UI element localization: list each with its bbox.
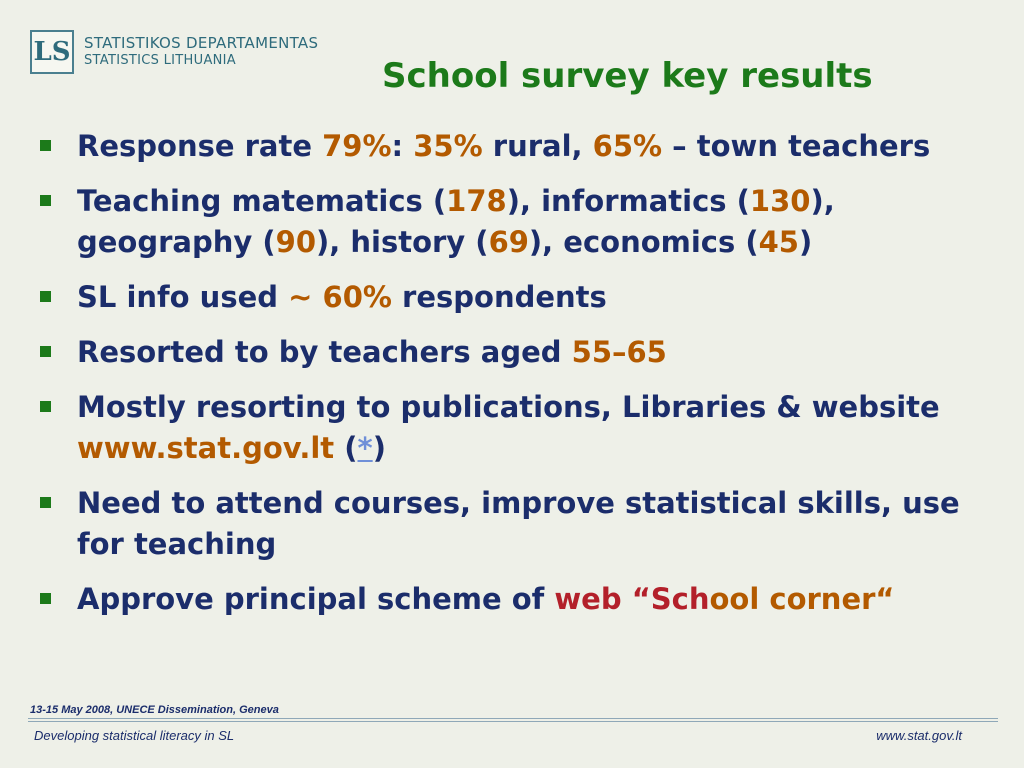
bullet-square-icon <box>40 195 51 206</box>
bullet-text-fragment: ( <box>334 431 358 465</box>
bullet-square-icon <box>40 497 51 508</box>
bullet-square-icon <box>40 140 51 151</box>
bullet-item <box>40 387 1000 469</box>
bullet-text <box>77 332 667 373</box>
bullet-item <box>40 483 1000 565</box>
highlight-text: 65% <box>592 129 663 163</box>
bullet-text-fragment: ) <box>372 431 386 465</box>
highlight-text: 178 <box>446 184 507 218</box>
highlight-text: 35% <box>413 129 483 163</box>
bullet-list <box>40 126 1000 634</box>
logo-line2: STATISTICS LITHUANIA <box>84 53 236 68</box>
footer-right-text: www.stat.gov.lt <box>876 728 962 743</box>
highlight-text: 90 <box>275 225 316 259</box>
highlight-text: ~ 60% <box>288 280 392 314</box>
bullet-text-fragment: Response rate <box>77 129 323 163</box>
bullet-text-fragment: ), informatics ( <box>506 184 750 218</box>
bullet-text-fragment: Need to attend courses, improve statistical skills, use for teaching <box>77 486 960 561</box>
slide-title: School survey key results <box>382 56 873 96</box>
bullet-text-fragment: ), history ( <box>316 225 489 259</box>
highlight-text: 130 <box>749 184 811 218</box>
bullet-text <box>77 387 1000 469</box>
footnote-link[interactable]: * <box>357 431 373 465</box>
bullet-item <box>40 277 1000 318</box>
bullet-text-fragment: ) <box>798 225 813 259</box>
bullet-text-fragment: SL info used <box>77 280 289 314</box>
highlight-text: 79% <box>322 129 392 163</box>
bullet-square-icon <box>40 401 51 412</box>
bullet-text <box>77 181 1000 263</box>
bullet-text-fragment: Mostly resorting to publications, Libraries & website <box>77 390 940 424</box>
footer-left-text: Developing statistical literacy in SL <box>34 728 235 743</box>
bullet-text <box>77 126 930 167</box>
footer-divider <box>28 721 998 722</box>
highlight-text: web “Sch <box>554 582 710 616</box>
bullet-text-fragment: Resorted to by teachers aged <box>77 335 572 369</box>
bullet-text-fragment: ), geography ( <box>77 184 835 259</box>
highlight-text: 55–65 <box>571 335 667 369</box>
logo-line1: STATISTIKOS DEPARTAMENTAS <box>84 34 319 52</box>
footer-divider <box>28 718 998 719</box>
highlight-text: 69 <box>488 225 529 259</box>
bullet-text <box>77 579 894 620</box>
bullet-item <box>40 579 1000 620</box>
bullet-text-fragment: Approve principal scheme of <box>77 582 555 616</box>
logo <box>30 30 318 74</box>
bullet-square-icon <box>40 593 51 604</box>
bullet-item <box>40 332 1000 373</box>
bullet-item <box>40 126 1000 167</box>
bullet-text <box>77 483 1000 565</box>
bullet-text-fragment: : <box>391 129 414 163</box>
bullet-square-icon <box>40 346 51 357</box>
bullet-square-icon <box>40 291 51 302</box>
bullet-text-fragment: – town teachers <box>662 129 931 163</box>
bullet-text-fragment: Teaching matematics ( <box>77 184 447 218</box>
bullet-item <box>40 181 1000 263</box>
bullet-text <box>77 277 607 318</box>
bullet-text-fragment: rural, <box>482 129 593 163</box>
highlight-text: 45 <box>758 225 799 259</box>
highlight-text: ool corner“ <box>709 582 895 616</box>
footer-date: 13-15 May 2008, UNECE Dissemination, Geneva <box>30 704 279 716</box>
bullet-text-fragment: respondents <box>391 280 607 314</box>
highlight-text: www.stat.gov.lt <box>77 431 335 465</box>
logo-mark: LS <box>30 30 74 74</box>
logo-text <box>84 34 318 70</box>
bullet-text-fragment: ), economics ( <box>528 225 759 259</box>
